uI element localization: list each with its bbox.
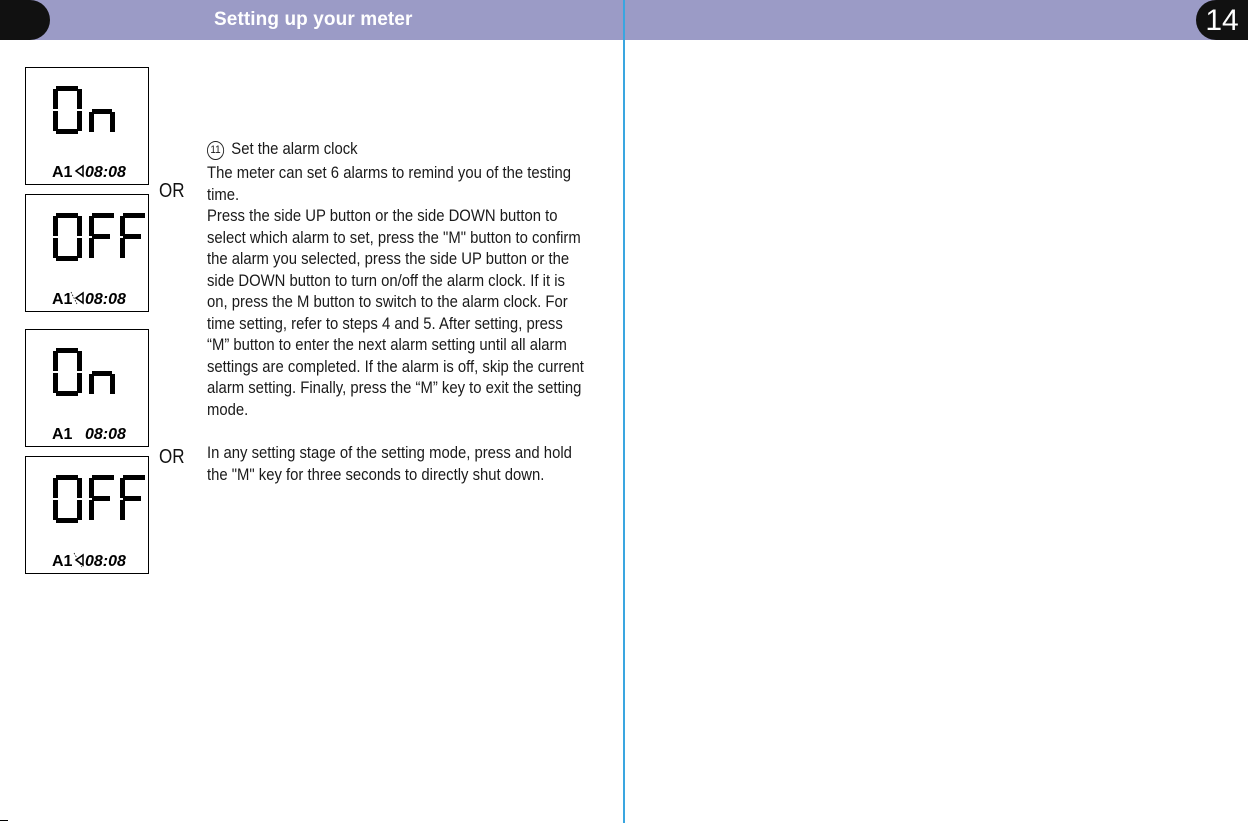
lcd-on-glyph [50,344,146,400]
alarm-label: A1 [52,291,73,307]
alarm-time: 08:08 [85,291,126,307]
or-label: OR [159,180,185,202]
lcd-display-alarm-on-no-bell [25,329,149,447]
alarm-time: 08:08 [85,553,126,569]
lcd-main-reading [50,82,146,138]
step-number: 11 [207,141,224,160]
bell-icon [76,555,83,565]
alarm-time: 08:08 [85,426,126,442]
page-title: Setting up your meter [214,9,413,30]
bell-icon [76,293,83,303]
or-label: OR [159,446,185,468]
lcd-alarm-row [52,162,152,180]
paragraph-steps: Press the side UP button or the side DOWN button to select which alarm to set, press the "M" button to confirm the alarm you selected, press the side UP button or the side DOWN button to turn on/off the alarm clock. If it is on, press the M button to switch to the alarm clock. For time setting, refer to steps 4 and 5. After setting, press “M” button to enter the next alarm setting until all alarm settings are completed. If the alarm is off, skip the current alarm setting. Finally, press the “M” key to exit the setting mode. [207,207,584,419]
lcd-alarm-row [52,551,152,569]
paragraph-shutdown: In any setting stage of the setting mode, press and hold the "M" key for three seconds to directly shut down. [207,444,572,484]
paragraph-intro: The meter can set 6 alarms to remind you of the testing time. [207,164,572,204]
lcd-on-glyph [50,82,146,138]
page-number-badge: 14 [1196,0,1248,40]
lcd-main-reading [50,209,146,265]
alarm-label: A1 [52,426,73,442]
header-tab [0,0,50,40]
lcd-off-glyph [50,471,146,527]
lcd-display-alarm-on [25,67,149,185]
step-heading [207,140,358,160]
alarm-time: 08:08 [85,164,126,180]
page-divider [623,0,625,823]
instruction-text [207,163,585,421]
step-title: Set the alarm clock [231,140,358,158]
lcd-display-alarm-off [25,456,149,574]
lcd-alarm-row [52,289,152,307]
lcd-alarm-row [52,424,152,442]
lcd-main-reading [50,471,146,527]
lcd-off-glyph [50,209,146,265]
bell-icon [76,166,83,176]
alarm-label: A1 [52,164,73,180]
crop-mark [0,820,8,821]
lcd-display-alarm-off [25,194,149,312]
shutdown-note [207,443,585,486]
alarm-label: A1 [52,553,73,569]
lcd-main-reading [50,344,146,400]
